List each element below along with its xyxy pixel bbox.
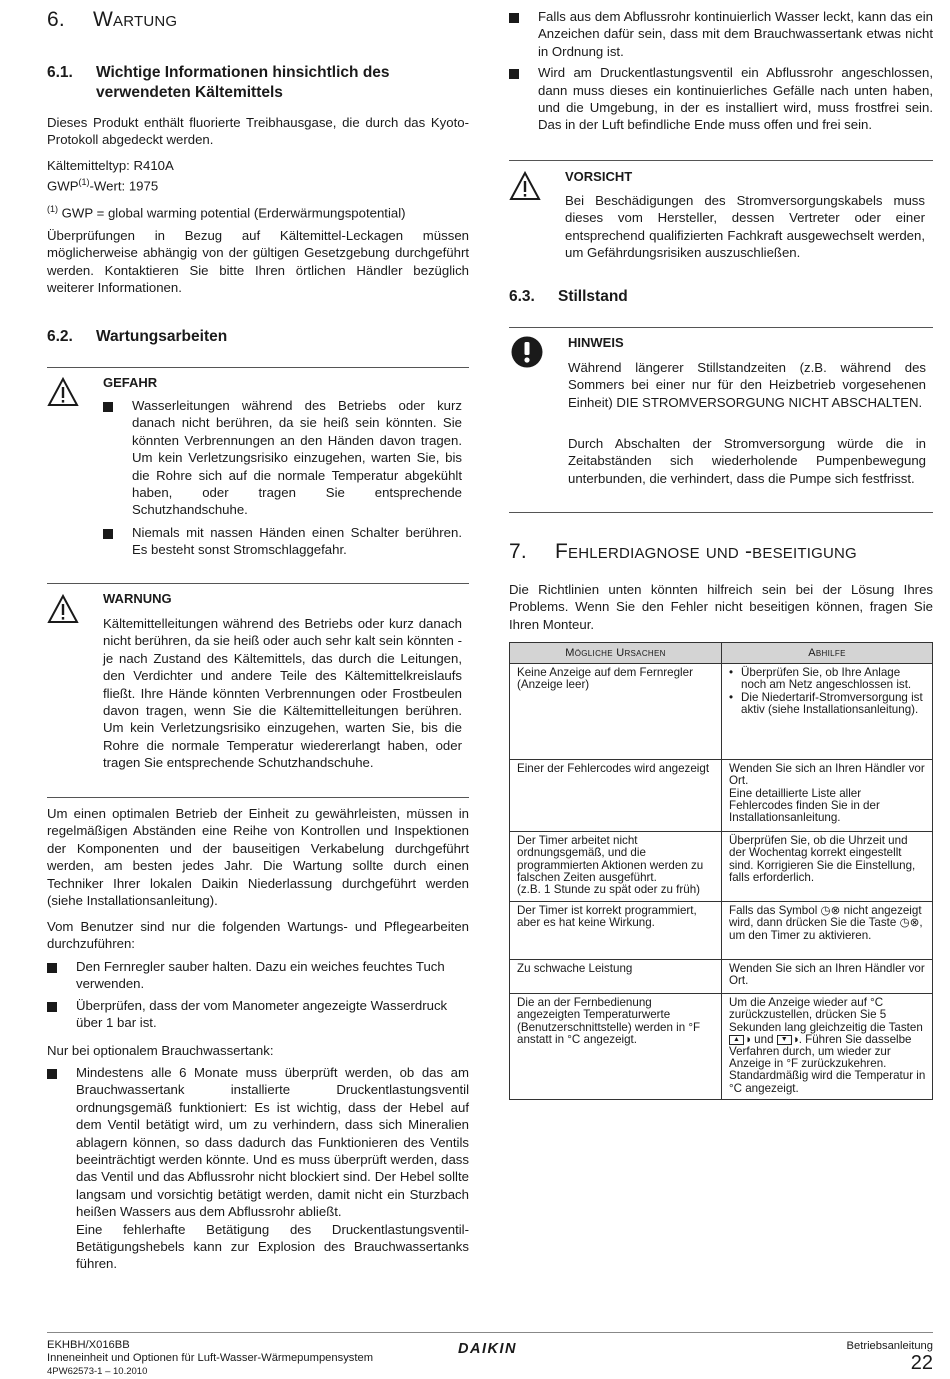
remedy-cell: Überprüfen Sie, ob die Uhrzeit und der Wochentag korrekt eingestellt sind. Korrigieren Sie die Einstellung, falls erforderlich. bbox=[722, 832, 933, 902]
temperature-key-icon: ◑ bbox=[743, 1032, 751, 1046]
remedy-text: Falls das Symbol bbox=[729, 904, 821, 918]
hinweis-title: HINWEIS bbox=[568, 335, 624, 350]
divider bbox=[47, 367, 469, 368]
drain-bullet-2: Wird am Druckentlastungsventil ein Abflussrohr angeschlossen, dann muss dieses ein kontinuierliches Gefälle nach unten haben, und die Umgebung, in der es installiert wird, muss frostfrei sein. Das in der Luft befindliche Ende muss offen und frei sein. bbox=[509, 64, 933, 134]
section-7-heading bbox=[509, 540, 857, 564]
user-tasks-intro: Vom Benutzer sind nur die folgenden Wartungs- und Pflegearbeiten durchzuführen: bbox=[47, 919, 469, 952]
gwp-label: GWP bbox=[47, 178, 79, 194]
tank-check-list-cont bbox=[509, 8, 933, 134]
table-row bbox=[510, 994, 933, 1100]
table-header-row bbox=[510, 643, 933, 664]
gefahr-bullet-1: Wasserleitungen während des Betriebs oder kurz danach nicht berühren, da sie heiß sein könnten. Sie könnten Verbrennungen an den Händen davon tragen. Um kein Verletzungsrisiko einzugehen, warten Sie, bis die Rohre sich auf die normale Temperatur abgekühlt haben, oder tragen Sie entsprechende Schutzhandschuhe. bbox=[103, 397, 462, 519]
subsection-title: Wartungsarbeiten bbox=[96, 328, 228, 345]
remedy-text: Um die Anzeige wieder auf °C zurückzustellen, drücken Sie 5 Sekunden lang gleichzeitig die Tasten bbox=[729, 996, 923, 1034]
remedy-cell bbox=[722, 994, 933, 1100]
remedy-text: nicht angezeigt wird, dann drücken Sie die Taste bbox=[729, 904, 922, 930]
warnung-title: WARNUNG bbox=[103, 591, 172, 606]
section-number: 6. bbox=[47, 8, 65, 31]
gefahr-list bbox=[103, 397, 462, 559]
hinweis-text-2: Durch Abschalten der Stromversorgung würde die in Zeitabständen sich wiederholende Pumpenbewegung unterbunden, die verhindert, dass die Pumpe sich festfrisst. bbox=[568, 436, 926, 486]
page-number: 22 bbox=[910, 1352, 933, 1374]
footnote-text: GWP = global warming potential (Erderwärmungspotential) bbox=[58, 205, 406, 221]
divider bbox=[509, 327, 933, 328]
header-causes: Mögliche Ursachen bbox=[510, 643, 722, 664]
table-row bbox=[510, 760, 933, 832]
footnote-ref: (1) bbox=[78, 177, 90, 187]
section-6-heading bbox=[47, 8, 177, 32]
kyoto-paragraph: Dieses Produkt enthält fluorierte Treibhausgase, die durch das Kyoto-Protokoll abgedeckt werden. bbox=[47, 115, 469, 148]
task-bullet-1: Den Fernregler sauber halten. Dazu ein weiches feuchtes Tuch verwenden. bbox=[47, 958, 469, 993]
troubleshooting-table bbox=[509, 642, 933, 1100]
optional-tank-label: Nur bei optionalem Brauchwassertank: bbox=[47, 1043, 274, 1058]
footnote-mark: (1) bbox=[47, 204, 58, 214]
timer-key-icon: ◷⊗ bbox=[899, 916, 920, 930]
refrigerant-type: Kältemitteltyp: R410A bbox=[47, 158, 174, 173]
tank-check-list bbox=[47, 1064, 469, 1273]
cause-cell: Einer der Fehlercodes wird angezeigt bbox=[510, 760, 722, 832]
cause-cell: Zu schwache Leistung bbox=[510, 960, 722, 994]
gwp-number: -Wert: 1975 bbox=[89, 178, 159, 194]
cause-cell: Die an der Fernbedienung angezeigten Temperaturwerte (Benutzerschnittstelle) werden in °F anstatt in °C angezeigt. bbox=[510, 994, 722, 1100]
gefahr-bullet-2: Niemals mit nassen Händen einen Schalter berühren. Es besteht sonst Stromschlaggefahr. bbox=[103, 524, 462, 559]
footer-doc-type: Betriebsanleitung bbox=[846, 1340, 933, 1352]
section-number: 7. bbox=[509, 540, 527, 563]
subsection-number: 6.3. bbox=[509, 288, 535, 305]
section-title: Wartung bbox=[93, 8, 178, 31]
footer-divider bbox=[47, 1332, 933, 1333]
maintenance-intro: Um einen optimalen Betrieb der Einheit zu gewährleisten, müssen in regelmäßigen Abständen eine Reihe von Kontrollen und Inspektionen der Komponenten und der bauseitigen Verkabelung durchgeführt werden, am besten jedes Jahr. Die Wartung sollte durch einen Techniker Ihrer lokalen Daikin Niederlassung durchgeführt werden (siehe Installationsanleitung). bbox=[47, 806, 469, 909]
table-row bbox=[510, 832, 933, 902]
vorsicht-text: Bei Beschädigungen des Stromversorgungskabels muss dieses vom Hersteller, dessen Vertreter oder einer entsprechend qualifizierten Fachkraft ausgewechselt werden, um Gefährdungsrisiken auszuschließen. bbox=[565, 193, 925, 261]
table-row bbox=[510, 960, 933, 994]
warnung-text: Kältemittelleitungen während des Betriebs oder kurz danach nicht berühren, da sie heiß oder auch sehr kalt sein könnten - je nach Zustand des Kältemittels, das durch die Leitungen, den Verdichter und andere Teile des Kältemittelkreislaufs fließt. Ihre Hände könnten Verbrennungen oder Frostbeulen davon tragen, wenn Sie die Kältemittelleitungen berühren. Um kein Verletzungsrisiko einzugehen, warten Sie, bis die Rohre die normale Temperatur wiedererlangt haben, oder tragen Sie entsprechende Schutzhandschuhe. bbox=[103, 616, 462, 771]
subsection-title: Stillstand bbox=[558, 288, 628, 305]
daikin-logo: DAIKIN bbox=[458, 1341, 517, 1357]
cause-cell: Der Timer ist korrekt programmiert, aber es hat keine Wirkung. bbox=[510, 902, 722, 960]
vorsicht-title: VORSICHT bbox=[565, 169, 633, 184]
drain-bullet-1: Falls aus dem Abflussrohr kontinuierlich Wasser leckt, kann das ein Anzeichen dafür sein, dass mit dem Brauchwassertank etwas nicht in Ordnung ist. bbox=[509, 8, 933, 60]
subsection-title-line2: verwendeten Kältemittels bbox=[96, 84, 283, 101]
footer-model: EKHBH/X016BB bbox=[47, 1339, 130, 1351]
table-row bbox=[510, 664, 933, 760]
hinweis-text-1: Während längerer Stillstandzeiten (z.B. während des Sommers bei einer nur für den Heizbetrieb vorgesehenen Einheit) DIE STROMVERSORGUNG NICHT ABSCHALTEN. bbox=[568, 360, 926, 410]
down-arrow-key-icon: ▼ bbox=[777, 1035, 792, 1045]
divider bbox=[47, 797, 469, 798]
remedy-text: und bbox=[750, 1032, 777, 1046]
temperature-key-icon: ◑ bbox=[791, 1032, 799, 1046]
warning-triangle-icon bbox=[47, 594, 79, 624]
subsection-title-line1: Wichtige Informationen hinsichtlich des bbox=[96, 64, 390, 81]
remedy-cell: Wenden Sie sich an Ihren Händler vor Ort. Eine detaillierte Liste aller Fehlercodes finden Sie in der Installationsanleitung. bbox=[722, 760, 933, 832]
timer-symbol-icon: ◷⊗ bbox=[820, 904, 841, 918]
gwp-value bbox=[47, 174, 469, 195]
divider bbox=[47, 583, 469, 584]
up-arrow-key-icon: ▲ bbox=[729, 1035, 744, 1045]
remedy-cell bbox=[722, 664, 933, 760]
subsection-number: 6.2. bbox=[47, 328, 73, 345]
tank-bullet-1-warning: Eine fehlerhafte Betätigung des Druckentlastungsventil-Betätigungshebels kann zur Explosion des Brauchwassertanks führen. bbox=[76, 1221, 469, 1272]
troubleshooting-intro: Die Richtlinien unten könnten hilfreich sein bei der Lösung Ihres Problems. Wenn Sie den Fehler nicht beseitigen können, fragen Sie Ihren Monteur. bbox=[509, 582, 933, 632]
remedy-text: . Führen Sie dasselbe Verfahren durch, um wieder zur Anzeige in °F zurückzukehren. Standardmäßig wird die Temperatur in °C angezeigt. bbox=[729, 1032, 926, 1095]
cause-cell: Der Timer arbeitet nicht ordnungsgemäß, und die programmierten Aktionen werden zu falschen Zeiten ausgeführt. (z.B. 1 Stunde zu spät oder zu früh) bbox=[510, 832, 722, 902]
divider bbox=[509, 160, 933, 161]
caution-triangle-icon bbox=[509, 171, 541, 201]
subsection-number: 6.1. bbox=[47, 64, 73, 81]
notice-exclamation-icon bbox=[511, 336, 543, 368]
section-title: Fehlerdiagnose und -beseitigung bbox=[555, 540, 857, 563]
footer-description: Inneneinheit und Optionen für Luft-Wasser-Wärmepumpensystem bbox=[47, 1352, 374, 1364]
task-bullet-2: Überprüfen, dass der vom Manometer angezeigte Wasserdruck über 1 bar ist. bbox=[47, 997, 469, 1032]
divider bbox=[509, 512, 933, 513]
remedy-text: , um den Timer zu aktivieren. bbox=[729, 916, 923, 942]
remedy-bullet: • Die Niedertarif-Stromversorgung ist aktiv (siehe Installationsanleitung). bbox=[729, 692, 926, 716]
leak-check-paragraph: Überprüfungen in Bezug auf Kältemittel-Leckagen müssen möglicherweise abhängig von der gültigen Gesetzgebung durchgeführt werden. Kontaktieren Sie bitte Ihren örtlichen Händler bezüglich weiterer Informationen. bbox=[47, 228, 469, 296]
cause-cell: Keine Anzeige auf dem Fernregler (Anzeige leer) bbox=[510, 664, 722, 760]
user-task-list bbox=[47, 958, 469, 1032]
remedy-bullet: • Überprüfen Sie, ob Ihre Anlage noch am Netz angeschlossen ist. bbox=[729, 667, 926, 691]
remedy-cell bbox=[722, 902, 933, 960]
remedy-cell: Wenden Sie sich an Ihren Händler vor Ort. bbox=[722, 960, 933, 994]
gefahr-title: GEFAHR bbox=[103, 375, 158, 390]
header-remedy: Abhilfe bbox=[722, 643, 933, 664]
tank-bullet-1: Mindestens alle 6 Monate muss überprüft werden, ob das am Brauchwassertank installierte Druckentlastungsventil ordnungsgemäß funktioniert: Es ist wichtig, dass der Hebel auf dem Ventil betätigt wird, um zu verhindern, dass sich Mineralien ablagern können, so dass dadurch das Funktionieren des Ventils beeinträchtigt werden könnte. Und es muss überprüft werden, dass das Ventil und das Abflussrohr nicht blockiert sind. Der Hebel sollte langsam und vorsichtig betätigt werden, damit nicht ein Sturzbach heißen Wassers aus dem Abflussrohr abließt. bbox=[47, 1064, 469, 1221]
footer-doc-code: 4PW62573-1 – 10.2010 bbox=[47, 1366, 148, 1377]
table-row bbox=[510, 902, 933, 960]
gwp-footnote bbox=[47, 201, 469, 222]
danger-triangle-icon bbox=[47, 377, 79, 407]
